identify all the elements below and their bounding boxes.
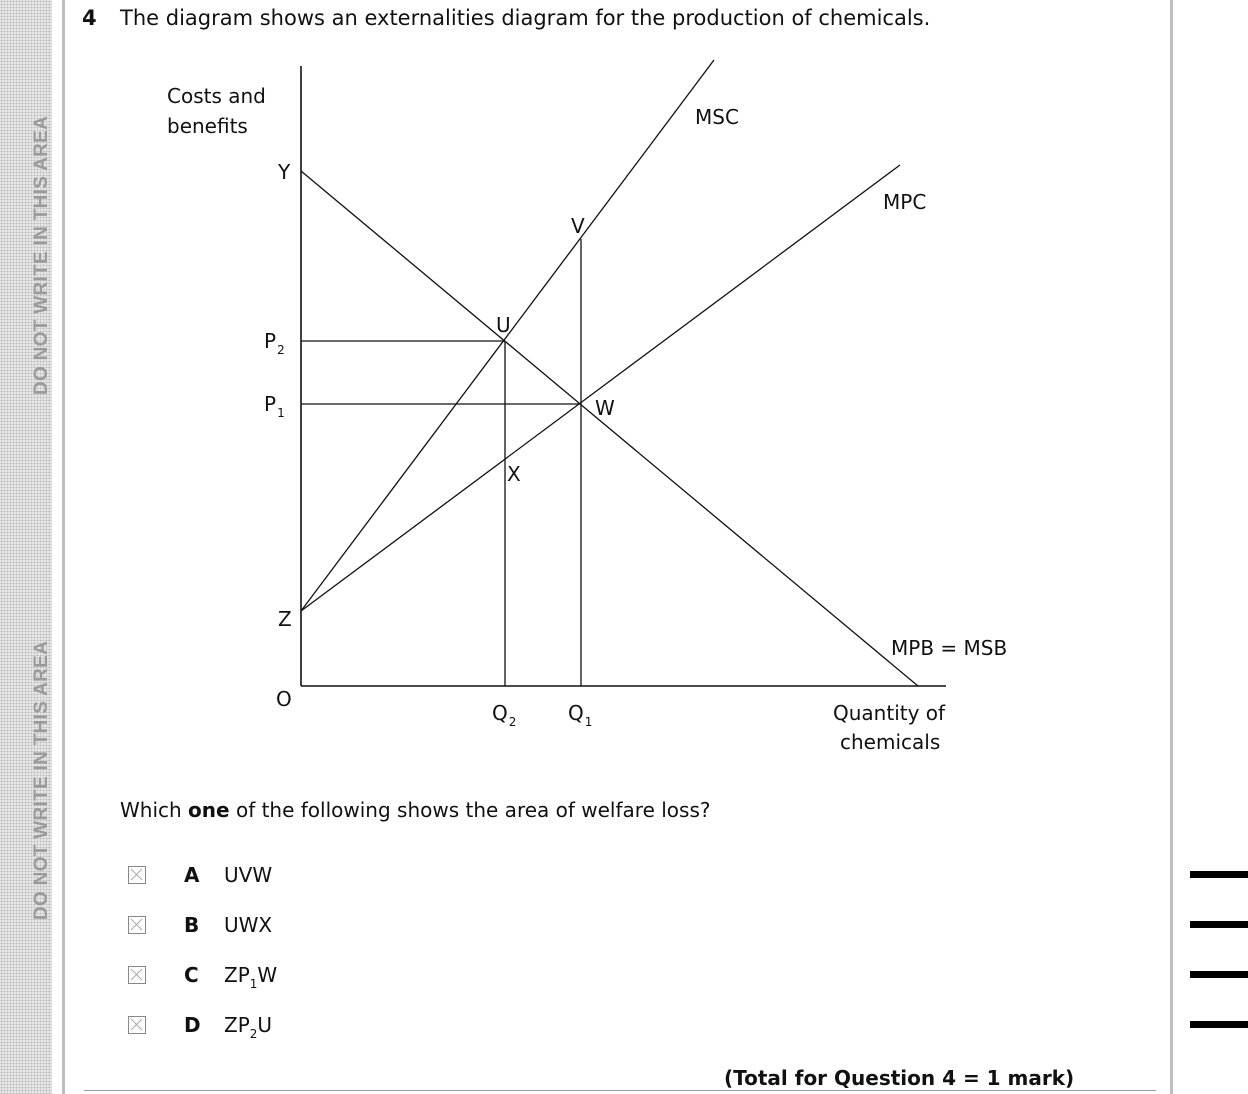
margin-mark-bar	[1190, 971, 1248, 978]
x-axis-label-line1: Quantity of	[833, 701, 946, 725]
mpb-msb-curve	[301, 171, 918, 686]
origin-label: O	[276, 687, 292, 711]
option-d-letter: D	[184, 1013, 201, 1037]
y-axis-label-line2: benefits	[167, 114, 248, 138]
y-tick-Z: Z	[278, 607, 292, 631]
mpb-msb-label: MPB = MSB	[891, 636, 1008, 660]
msc-label: MSC	[695, 105, 739, 129]
y-tick-Y: Y	[278, 160, 291, 184]
total-marks: (Total for Question 4 = 1 mark)	[724, 1066, 1075, 1090]
point-V-label: V	[571, 214, 585, 238]
point-W-label: W	[595, 396, 615, 420]
mpc-label: MPC	[883, 190, 927, 214]
margin-mark-bar	[1190, 1021, 1248, 1028]
side-warning-bottom: DO NOT WRITE IN THIS AREA	[31, 640, 52, 920]
x-tick-Q1: $Q_1$	[568, 701, 593, 729]
option-c-checkbox[interactable]	[128, 966, 146, 984]
x-tick-Q2: $Q_2$	[492, 701, 517, 729]
question-number: 4	[82, 6, 97, 30]
option-a-checkbox[interactable]	[128, 866, 146, 884]
option-b-checkbox[interactable]	[128, 916, 146, 934]
option-c-letter: C	[184, 963, 199, 987]
x-axis-label-line2: chemicals	[840, 730, 941, 754]
y-tick-P1: $P_1$	[264, 392, 285, 420]
point-X-label: X	[507, 462, 521, 486]
bottom-rule	[84, 1090, 1156, 1091]
option-c-text: $ZP_1W$	[224, 963, 278, 991]
y-tick-P2: $P_2$	[264, 329, 285, 357]
margin-mark-bar	[1190, 871, 1248, 878]
point-U-label: U	[496, 313, 511, 337]
side-warning-top: DO NOT WRITE IN THIS AREA	[31, 115, 52, 395]
margin-mark-bar	[1190, 921, 1248, 928]
question-text: The diagram shows an externalities diagram for the production of chemicals.	[120, 6, 931, 30]
y-axis-label-line1: Costs and	[167, 84, 266, 108]
option-b-letter: B	[184, 913, 200, 937]
welfare-loss-prompt: Which one of the following shows the area of welfare loss?	[120, 798, 711, 822]
option-a-letter: A	[184, 863, 200, 887]
option-d-checkbox[interactable]	[128, 1016, 146, 1034]
option-a-text: UVW	[224, 863, 273, 887]
mpc-curve	[301, 165, 900, 611]
option-b-text: UWX	[224, 913, 273, 937]
option-d-text: $ZP_2U$	[224, 1013, 273, 1041]
